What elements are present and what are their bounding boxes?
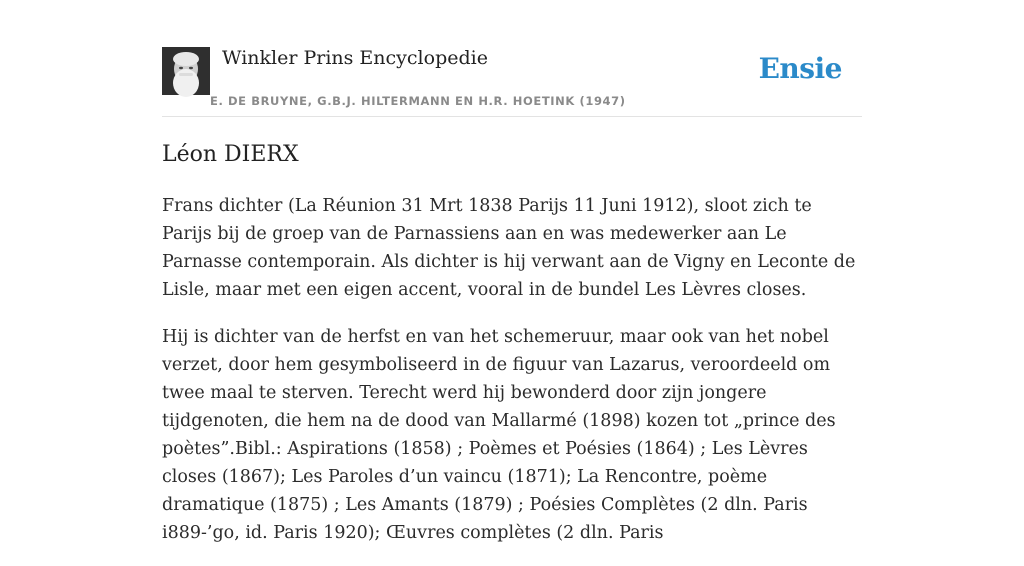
article-paragraph: Frans dichter (La Réunion 31 Mrt 1838 Parijs 11 Juni 1912), sloot zich te Parijs bij de groep van de Parnassiens aan en was medewerker aan Le Parnasse contemporain. Als dichter is hij verwant aan de Vigny en Leconte de Lisle, maar met een eigen accent, vooral in de bundel Les Lèvres closes.: [162, 196, 856, 300]
authors-credit: E. DE BRUYNE, G.B.J. HILTERMANN EN H.R. HOETINK (1947): [210, 94, 626, 108]
brand-logo[interactable]: Ensie: [758, 52, 842, 85]
page: [162, 0, 862, 543]
bearded-man-portrait-icon: [162, 47, 210, 95]
avatar[interactable]: [162, 47, 210, 95]
site-name[interactable]: Winkler Prins Encyclopedie: [222, 47, 488, 69]
article-paragraph: Hij is dichter van de herfst en van het schemeruur, maar ook van het nobel verzet, door hem gesymboliseerd in de figuur van Lazarus, veroordeeld om twee maal te sterven. Terecht werd hij bewonderd door zijn jongere tijdgenoten, die hem na de dood van Mallarmé (1898) kozen tot „prince des poètes”.Bibl.: Aspirations (1858) ; Poèmes et Poésies (1864) ; Les Lèvres closes (1867); Les Paroles d’un vaincu (1871); La Rencontre, poème dramatique (1875) ; Les Amants (1879) ; Poésies Complètes (2 dln. Paris i889-’go, id. Paris 1920); Œuvres complètes (2 dln. Paris: [162, 327, 836, 543]
article-body: [162, 192, 862, 566]
article-title: Léon DIERX: [162, 142, 299, 167]
site-header: [162, 0, 862, 117]
